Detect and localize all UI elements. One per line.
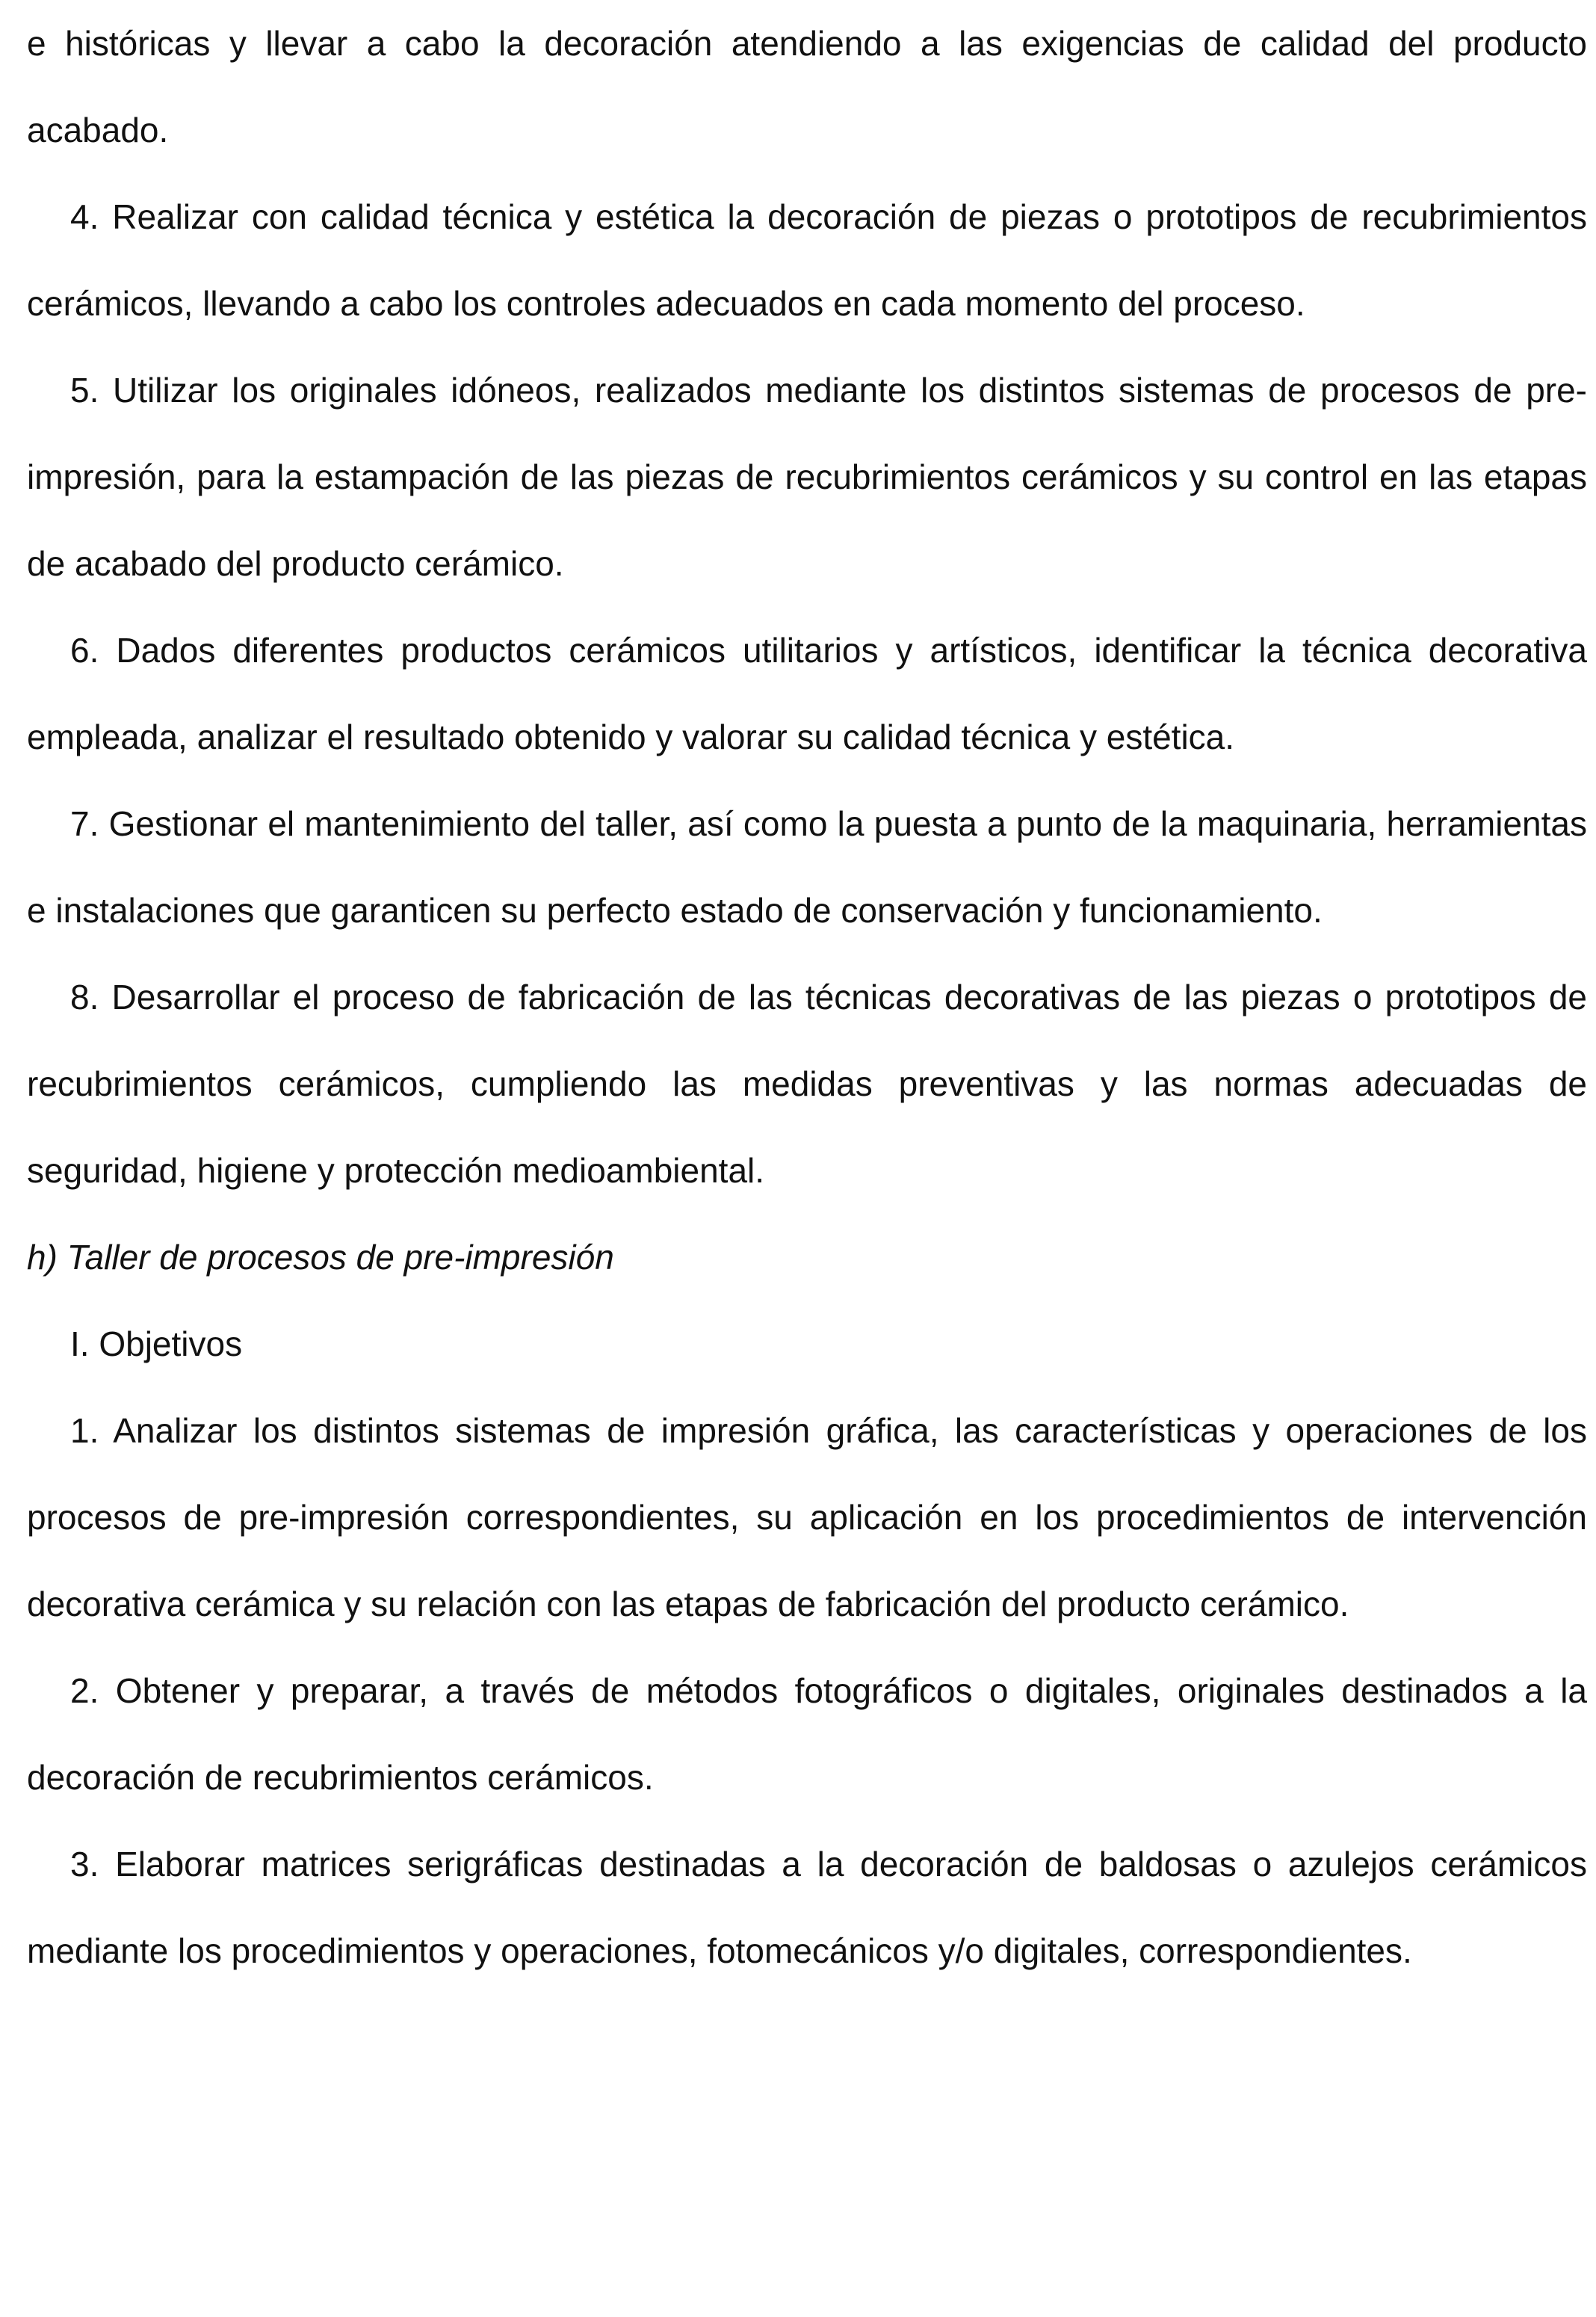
list-item-5: 5. Utilizar los originales idóneos, realizados mediante los distintos sistemas de procesos de pre-impresión, para la estampación de las piezas de recubrimientos cerámicos y su control en las etapas de acabado del producto cerámico. — [27, 371, 1587, 583]
continuation-paragraph: e históricas y llevar a cabo la decoración atendiendo a las exigencias de calidad del producto acabado. — [27, 24, 1587, 149]
objective-item-1: 1. Analizar los distintos sistemas de impresión gráfica, las características y operaciones de los procesos de pre-impresión correspondientes, su aplicación en los procedimientos de intervención decorativa cerámica y su relación con las etapas de fabricación del producto cerámico. — [27, 1411, 1587, 1623]
subsection-heading-objetivos: I. Objetivos — [70, 1324, 243, 1363]
list-item-4: 4. Realizar con calidad técnica y estética la decoración de piezas o prototipos de recubrimientos cerámicos, llevando a cabo los controles adecuados en cada momento del proceso. — [27, 197, 1587, 323]
document-page — [27, 0, 1587, 1994]
section-heading: h) Taller de procesos de pre-impresión — [27, 1238, 614, 1277]
objective-item-3: 3. Elaborar matrices serigráficas destinadas a la decoración de baldosas o azulejos cerámicos mediante los procedimientos y operaciones, fotomecánicos y/o digitales, correspondientes. — [27, 1845, 1587, 1970]
objective-item-2: 2. Obtener y preparar, a través de métodos fotográficos o digitales, originales destinados a la decoración de recubrimientos cerámicos. — [27, 1671, 1587, 1797]
list-item-6: 6. Dados diferentes productos cerámicos utilitarios y artísticos, identificar la técnica decorativa empleada, analizar el resultado obtenido y valorar su calidad técnica y estética. — [27, 631, 1587, 756]
list-item-8: 8. Desarrollar el proceso de fabricación de las técnicas decorativas de las piezas o prototipos de recubrimientos cerámicos, cumpliendo las medidas preventivas y las normas adecuadas de seguridad, higiene y protección medioambiental. — [27, 978, 1587, 1190]
list-item-7: 7. Gestionar el mantenimiento del taller, así como la puesta a punto de la maquinaria, herramientas e instalaciones que garanticen su perfecto estado de conservación y funcionamiento. — [27, 804, 1587, 930]
